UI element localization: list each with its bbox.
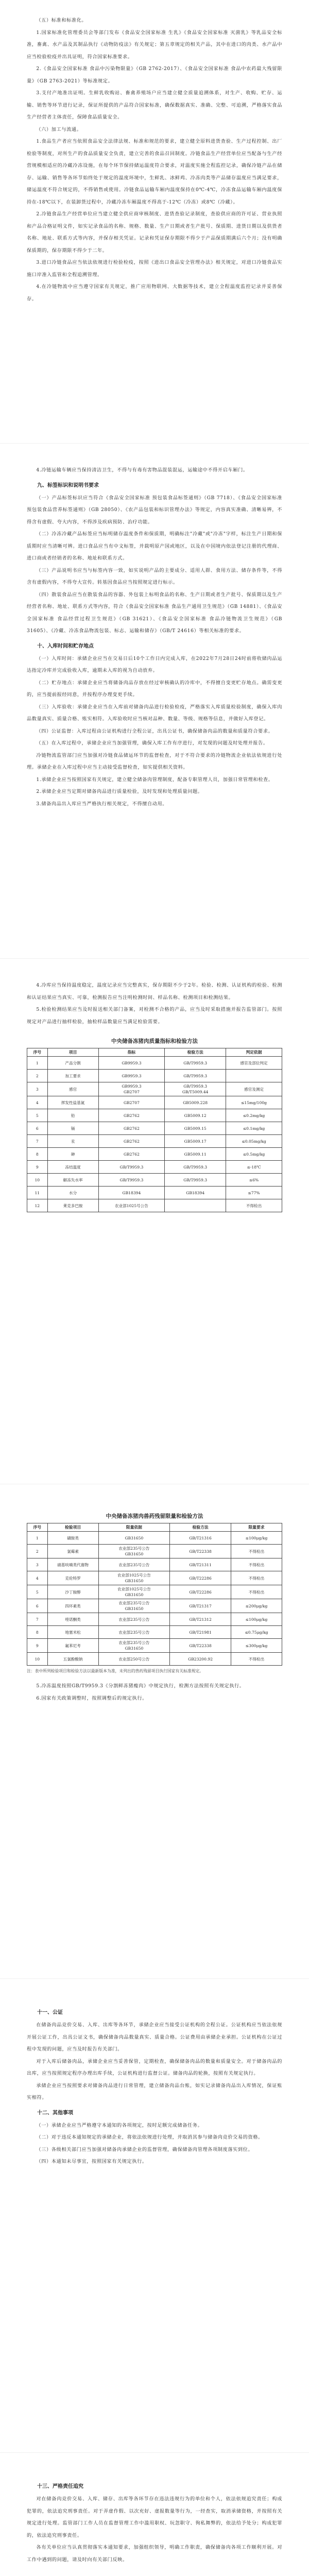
paragraph: 2.承储企业应当定期对储备肉品进行质量检验，及时发现和处理质量问题。 [36, 789, 203, 794]
table-cell: ≤200μg/kg [231, 1599, 282, 1613]
section-heading: 十三、严格责任追究 [37, 2484, 83, 2489]
table-cell: ≤0.5mg/kg [226, 1148, 282, 1161]
paragraph: （五）在入库过程中，承储企业应当加强管理，确保入库工作有序进行，对发现的问题及时处理并报告。 [36, 740, 268, 746]
section-heading: 十、入库时间和贮存地点 [37, 643, 94, 649]
page-body [27, 979, 282, 1028]
table-cell: 9 [27, 1161, 48, 1174]
table-cell: GB/T9959.3 [98, 1161, 165, 1174]
table-cell: 7 [27, 1613, 48, 1626]
table-cell: 9 [27, 1639, 48, 1653]
table-cell: GB/T22338 [170, 1545, 231, 1558]
table-cell: 农业部235号公告 [98, 1558, 170, 1571]
table-cell: GB31650 [98, 1532, 170, 1545]
paragraph: （三）各级相关部门应当加强对储备肉承储企业的监督管理，确保储备肉管理各项制度落实到位。 [36, 2146, 253, 2153]
page-body [27, 14, 282, 305]
table-cell: 不得检出 [226, 1199, 282, 1212]
table-row [27, 1161, 282, 1174]
paragraph: （六）加工与流通。 [36, 126, 82, 132]
table-cell: GB5009.228 [165, 1096, 226, 1109]
table-cell: 8 [27, 1626, 48, 1639]
table-cell: GB2762 [98, 1109, 165, 1122]
table-cell: 4 [27, 1571, 48, 1585]
paragraph: 3.储备肉品出入库应当严格执行相关规定，不得擅自动用。 [36, 801, 168, 807]
table-cell: 砷 [47, 1148, 98, 1161]
table-row [27, 1626, 282, 1639]
table-header-row [27, 1048, 282, 1057]
table-cell: 地塞米松 [47, 1626, 98, 1639]
table-cell: GB23200.92 [170, 1653, 231, 1666]
paragraph: 1.食品生产者应当依照食品安全法律法规、标准和规范的要求，建立健全原料进货查验、生产过程控制、出厂检验等制度，对所生产的食品质量安全负责，建立完善的食品召回制度。冷链食品生产经营单位应当配备与生产经营规模相适应的冷藏冷冻设施，在每个环节保持储运温度符合要求，对温度实施全程监控记录，确保冷链产品在储存、运输、销售等各环节始终处于规定的温度环境中，生鲜乳、冰鲜鸡、冷冻肉类等产品储存温度应当满足要求，储运温度不符合规定的，不得销售或使用。冷链食品运输车厢内温度保持在0℃-4℃，冷冻食品运输车厢内温度保持在-18℃以下，在装卸货过程中，冷藏冷冻车厢温度不得高于-12℃（冷冻）或8℃（冷藏）。 [27, 139, 282, 205]
table-cell: 农业部1025号公告 [98, 1199, 165, 1212]
table-cell: GB/T21981 [170, 1626, 231, 1639]
paragraph: （五）标准和标准化。 [36, 18, 87, 23]
table-row [27, 1585, 282, 1599]
table-cell: 不得检出 [231, 1653, 282, 1666]
page-body [27, 2007, 282, 2168]
table-cell: GB/T22286 [170, 1585, 231, 1599]
table-cell: 农业部235号公告 [98, 1613, 170, 1626]
table-row [27, 1174, 282, 1187]
paragraph: （二）对于违反本通知规定的承储企业，将依法依规进行处理，并取消其参与储备肉竞价交易的资格。 [36, 2134, 263, 2140]
table-cell: GB/T21317 [170, 1599, 231, 1613]
table-row [27, 1187, 282, 1199]
section-heading: 九、标签标识和说明书要求 [37, 482, 99, 488]
table-cell: 6 [27, 1599, 48, 1613]
table-cell: ≤0.05mg/kg [226, 1135, 282, 1148]
table-row [27, 1057, 282, 1070]
table-cell: 农业部250号公告 [98, 1653, 170, 1666]
paragraph: 4.冷链运输车辆应当保持清洁卫生，不得与有毒有害物品混装混运，运输途中不得开启车厢门。 [36, 467, 248, 473]
table-cell: 农业部235号公告 [98, 1626, 170, 1639]
table-cell: 5 [27, 1585, 48, 1599]
table-cell: 水分 [47, 1187, 98, 1199]
document-page-1 [0, 0, 309, 443]
table-cell: GB/T22338 [170, 1639, 231, 1653]
table-cell: 解冻失水率 [47, 1174, 98, 1187]
document-page-3 [0, 958, 309, 1484]
paragraph: 4.在冷链物流中应当遵守国家有关规定，推广应用物联网、大数据等技术，建立全程温度监控记录并妥善保存。 [27, 284, 282, 302]
table-title: 中央储备冻猪肉质量指标和检验方法 [111, 1038, 198, 1044]
paragraph: 5.冷冻温度按照GB/T9959.3《分割鲜冻猪瘦肉》中规定执行，检测方法按照有关规定执行。 [36, 1683, 245, 1689]
table-cell: 汞 [47, 1135, 98, 1148]
table-cell: 克伦特罗 [47, 1571, 98, 1585]
paragraph: （四）散装食品应当在散装食品的容器、外包装上标明食品的名称、生产日期或者生产批号、保质期以及生产经营者名称、地址、联系方式等内容，符合《食品安全国家标准 食品生产通用卫生规范》（GB 14881）、《食品安全国家标准 食品经营过程卫生规范》（GB 31621）、《食品安全国家标准 食品冷链物流卫生规范》（GB 31605）、《冷藏、冷冻食品物流包装、标志、运输和储存》（GB/T 24616）等相关标准的要求。 [27, 591, 282, 634]
table-cell: 7 [27, 1135, 48, 1148]
table-cell: GB/T9959.3 [165, 1161, 226, 1174]
table-cell: GB/T9959.3 [165, 1057, 226, 1070]
table-cell: 五氯酚酸钠 [47, 1653, 98, 1666]
paragraph: （二）贮存地点：承储企业应当将储备肉品存放在经过审核确认的冷库中，不得擅自变更贮存地点。确需变更的，应当提前报经同意，并按程序办理变更手续。 [27, 680, 282, 698]
table-title: 中央储备冻猪肉兽药残留限量和检验方法 [106, 1513, 203, 1519]
column-header: 序号 [27, 1048, 48, 1057]
table-cell: 不得检出 [231, 1571, 282, 1585]
table-row [27, 1653, 282, 1666]
table-cell: 2 [27, 1545, 48, 1558]
table-cell: 3 [27, 1558, 48, 1571]
paragraph: （四）本通知未尽事宜，按照国家有关规定执行。 [36, 2159, 147, 2164]
column-header: 判定依据 [226, 1048, 282, 1057]
table-cell: ≤100μg/kg [231, 1613, 282, 1626]
document-page-2 [0, 443, 309, 958]
table-cell: 加工要求 [47, 1070, 98, 1082]
paragraph: （一）入库时间：承储企业应当在交易日后10个工作日内完成入库，在2022年7月28日24时前将收储肉品运达指定冷库并完成验收入库，逾期未入库的视为自动放弃。 [27, 655, 282, 673]
page-body [27, 2481, 282, 2566]
table-row [27, 1135, 282, 1148]
paragraph: 1.国家标准化管理委员会等部门发布《食品安全国家标准 生乳》《食品安全国家标准 灭菌乳》等乳品安全标准，畜禽、水产品及其制品执行《动物防疫法》有关规定；第五章规定的相关产品，其中在进口的肉类、水产品中应当检验检疫并出具证明，符合国家标准要求。 [27, 29, 282, 60]
table-cell: GB/T21316 [170, 1532, 231, 1545]
table-row [27, 1545, 282, 1558]
paragraph: （一）承储企业应当严格遵守本通知的各项规定，按时足额完成储备任务。 [36, 2122, 203, 2128]
table-cell: ≤6% [226, 1174, 282, 1187]
column-header: 检验方法 [165, 1048, 226, 1057]
table-cell: GB2762 [98, 1122, 165, 1135]
table-row [27, 1558, 282, 1571]
table-footnote: 注：表中所列检验项目和检验方法以最新版本为准，未列出的兽药残留项目执行国家有关标准规定。 [27, 1669, 204, 1673]
table-cell: GB2707 [98, 1096, 165, 1109]
table-cell: GB/T9959.3 GB/T5009.44 [165, 1082, 226, 1096]
table-cell: GB9959.3 [98, 1057, 165, 1070]
table-cell: ≤0.2mg/kg [226, 1109, 282, 1122]
table-cell: ≤0.75μg/kg [231, 1626, 282, 1639]
table-cell: GB9959.3 GB2707 [98, 1082, 165, 1096]
table-cell: 磺胺类 [47, 1532, 98, 1545]
table-cell: 8 [27, 1148, 48, 1161]
table-cell: 不得检出 [231, 1585, 282, 1599]
paragraph: （三）入库验收：承储企业应当在入库前对储备肉品进行检验检疫，严格落实入库质量检验制度，确保入库肉品数量真实、质量合格、账实相符。入库验收时应当核对品种、数量、等级、规格等信息，并做好入库登记。 [27, 704, 282, 722]
table-cell: GB5009.11 [165, 1148, 226, 1161]
table-cell: 四环素类 [47, 1599, 98, 1613]
table-row [27, 1082, 282, 1096]
paragraph: 对于入库后储备肉品，承储企业应当妥善保管，定期检查，确保储备肉品的数量和质量安全。对于储备肉品的出库，应当按照规定程序办理出库手续，公证机构进行监督公证。储备肉品的轮换，按照有关规定执行。 [27, 2058, 282, 2076]
table-cell: ≤77% [226, 1187, 282, 1199]
table-cell: 铅 [47, 1109, 98, 1122]
table-cell: GB5009.17 [165, 1135, 226, 1148]
table-row [27, 1199, 282, 1212]
table-row [27, 1571, 282, 1585]
table-cell: 氯霉素 [47, 1545, 98, 1558]
column-header: 限量要求 [231, 1523, 282, 1532]
table-cell [165, 1199, 226, 1212]
paragraph: （三）产品说明书应当与标签内容一致，如实说明产品的主要成分、适用人群、食用方法、储存条件等，不得含有虚假内容，不得夸大宣传。转基因食品应当按照规定进行标示。 [27, 567, 282, 585]
table-cell: 硝基呋喃类代谢物 [47, 1558, 98, 1571]
page-body [27, 1680, 282, 1704]
table-cell [226, 1070, 282, 1082]
table-row [27, 1096, 282, 1109]
document-page-5 [0, 1978, 309, 2452]
column-header: 检验方法 [170, 1523, 231, 1532]
table-cell: ≤-18℃ [226, 1161, 282, 1174]
table-cell: ≤15mg/100g [226, 1096, 282, 1109]
table-cell: 1 [27, 1057, 48, 1070]
table-cell: GB18394 [165, 1187, 226, 1199]
paragraph: 2.《食品安全国家标准 食品中污染物限量》（GB 2762-2017）、《食品安全国家标准 食品中农药最大残留限量》（GB 2763-2021）等标准规定。 [27, 66, 282, 84]
table-cell: 冻结温度 [47, 1161, 98, 1174]
table-cell: 农业部235号公告 GB31650 [98, 1545, 170, 1558]
table-cell: GB/T21311 [170, 1558, 231, 1571]
table-cell: 10 [27, 1653, 48, 1666]
paragraph: 3.支付产地准出证明。生鲜乳收购站、畜禽养殖场户应当建立健全质量追溯体系，对生产、收购、贮存、运输、销售等环节进行记录，保证所提供的产品符合国家标准，确保数据真实、准确、完整、可追溯，严格落实食品生产经营者主体责任，保障食品质量安全。 [27, 90, 282, 120]
table-row [27, 1070, 282, 1082]
document-page-6 [0, 2452, 309, 2576]
column-header: 检验项目 [47, 1523, 98, 1532]
paragraph: 6.国家有关政策调整时，按照调整后的规定执行。 [36, 1695, 147, 1701]
paragraph: 5.检验检测结果应当及时报送相关部门备案，对检测不合格的产品，应当及时采取措施并报告监管部门。按照规定对产品进行抽样检验，抽检样品数量应当满足检验需要。 [27, 1007, 282, 1025]
table-cell: 不得检出 [231, 1545, 282, 1558]
table-cell: 农业部235号公告 GB31650 [98, 1599, 170, 1613]
table-cell: GB5009.12 [165, 1109, 226, 1122]
table-cell: 3 [27, 1082, 48, 1096]
section-heading: 十二、其他事项 [37, 2110, 73, 2116]
table-row [27, 1122, 282, 1135]
column-header: 指标 [98, 1048, 165, 1057]
table-cell: 农业部1025号公告 GB31650 [98, 1585, 170, 1599]
table-cell: 4 [27, 1096, 48, 1109]
residue-table [27, 1523, 282, 1666]
table-cell: 12 [27, 1199, 48, 1212]
table-cell: 5 [27, 1109, 48, 1122]
table-cell: 莱克多巴胺 [47, 1199, 98, 1212]
table-cell: 11 [27, 1187, 48, 1199]
table-cell: ≤100μg/kg [231, 1532, 282, 1545]
table-row [27, 1639, 282, 1653]
table-cell: 农业部235号公告 GB31650 [98, 1639, 170, 1653]
table-cell: 6 [27, 1122, 48, 1135]
table-cell: GB9959.3 [98, 1070, 165, 1082]
document-page-4 [0, 1484, 309, 1978]
table-cell: GB/T9959.3 [165, 1174, 226, 1187]
paragraph: 2.冷链食品生产经营单位应当建立健全供应商审核制度、进货查验记录制度，查验供应商的许可证、营业执照和产品合格证明文件，如实记录食品的名称、规格、数量、生产日期或者生产批号、保质期、进货日期以及供货者名称、地址、联系方式等内容，并保存相关凭证。记录和凭证保存期限不得少于产品保质期满后六个月；没有明确保质期的，保存期限不得少于二年。 [27, 211, 282, 253]
paragraph: 3.进口冷链食品应当依法依规进行检验检疫，按照《进出口食品安全管理办法》相关规定，对进口冷链食品实施口岸准入监管和全程追溯管理。 [27, 260, 282, 278]
table-cell: 沙丁胺醇 [47, 1585, 98, 1599]
paragraph: 4.冷库应当保持温度稳定，温度记录应当完整真实，保存期限不少于2年。检验、检测、认证机构的检验、检测和认证结果应当真实、可靠，检测报告应当注明检测时间、样品名称、检测项目和检测结果。 [27, 982, 282, 1001]
table-cell: GB18394 [98, 1187, 165, 1199]
table-cell: GB2762 [98, 1135, 165, 1148]
table-cell: ≤0.1mg/kg [226, 1122, 282, 1135]
table-cell: ≤300μg/kg [231, 1639, 282, 1653]
table-cell: 镉 [47, 1122, 98, 1135]
section-heading: 十一、公证 [37, 2010, 63, 2015]
paragraph: 各有关单位应当认真贯彻落实本通知要求，加强组织领导，明确工作职责，确保储备肉各项工作顺利开展。对工作中遇到的问题，请及时向有关部门反映。 [27, 2545, 282, 2563]
table-cell: 2 [27, 1070, 48, 1082]
table-row [27, 1148, 282, 1161]
paragraph: （四）公证监督：入库过程由公证机构进行全程公证，出具公证书，确保储备肉品的数量和质量符合要求。 [36, 728, 273, 734]
table-cell: GB/T9959.3 [165, 1070, 226, 1082]
column-header: 限量依据 [98, 1523, 170, 1532]
column-header: 序号 [27, 1523, 48, 1532]
table-cell: GB2762 [98, 1148, 165, 1161]
paragraph: （二）冷冻冷藏产品标签应当标明储存温度条件和保质期，明确标注"冷藏"或"冷冻"字样，标注生产日期和保质期时应当清晰可辨。进口食品应当有中文标签，并载明原产国或地区，以及在中国境内依法登记注册的代理商、进口商或者经销者的名称、地址和联系方式。 [27, 531, 282, 561]
paragraph: 1.承储企业应当按照国家有关规定，建立健全储备肉管理制度，配备专职管理人员，加强日常管理和检查。 [36, 776, 273, 783]
paragraph: 对在储备肉竞价交易、入库、储存、出库等各环节存在违法违规行为的单位和个人，依法依规追究责任；构成犯罪的，依法追究刑事责任。对于弄虚作假、以次充好、虚报数量等行为，一经查实，取消承储资格，并按照有关规定进行处理。监管部门工作人员在监督管理工作中滥用职权、玩忽职守、徇私舞弊的，依法给予处分；构成犯罪的，依法追究刑事责任。 [27, 2496, 282, 2538]
table-row [27, 1109, 282, 1122]
table-row [27, 1532, 282, 1545]
table-cell: 不得检出 [231, 1558, 282, 1571]
table-cell: 10 [27, 1174, 48, 1187]
table-cell: GB5009.15 [165, 1122, 226, 1135]
table-cell: GB/T22286 [170, 1571, 231, 1585]
column-header: 项目 [47, 1048, 98, 1057]
table-cell: 感官及部位判定 [226, 1057, 282, 1070]
quality-table [27, 1048, 282, 1212]
paragraph: （一）产品标签标识应当符合《食品安全国家标准 预包装食品标签通则》（GB 7718）、《食品安全国家标准 预包装食品营养标签通则》（GB 28050）、《农产品包装和标识管理办法》等规定，内容真实准确、清晰易辨，不得含有虚假、夸大内容，不得涉及疾病预防、治疗功能。 [27, 495, 282, 525]
page-body [27, 464, 282, 810]
table-cell: 氟苯尼考 [47, 1639, 98, 1653]
table-cell: 感官 [47, 1082, 98, 1096]
paragraph: 冷链物流监管部门应当加强对冷链食品储运环节的监督检查，对于不符合要求的冷链物流企业依法依规进行处理。承储企业在入库过程中应当主动接受监督检查，如实提供相关资料。 [27, 752, 282, 770]
table-cell: 农业部1025号公告 GB31650 [98, 1571, 170, 1585]
table-cell: 1 [27, 1532, 48, 1545]
paragraph: 承储企业应当按照要求对储备肉品进行日常管理，建立储备肉品台账，如实记录储备肉品出入库情况，保证账实相符。 [27, 2082, 282, 2100]
table-cell: GB/T9959.3 [98, 1174, 165, 1187]
table-cell: 喹诺酮类 [47, 1613, 98, 1626]
table-header-row [27, 1523, 282, 1532]
table-cell: 挥发性盐基氮 [47, 1096, 98, 1109]
table-cell: 感官及测定 [226, 1082, 282, 1096]
table-cell: 产品分割 [47, 1057, 98, 1070]
table-row [27, 1613, 282, 1626]
table-row [27, 1599, 282, 1613]
paragraph: 在储备肉品竞价交易、入库、出库等各环节，承储企业应当接受公证机构的全程公证。公证机构应当依法依规开展公证工作，出具公证文书，确保储备肉品数量真实、质量合格。公证费用由承储企业承担。公证机构在公证过程中发现的问题，应当及时报告有关部门。 [27, 2022, 282, 2052]
table-cell: GB/T21312 [170, 1613, 231, 1626]
